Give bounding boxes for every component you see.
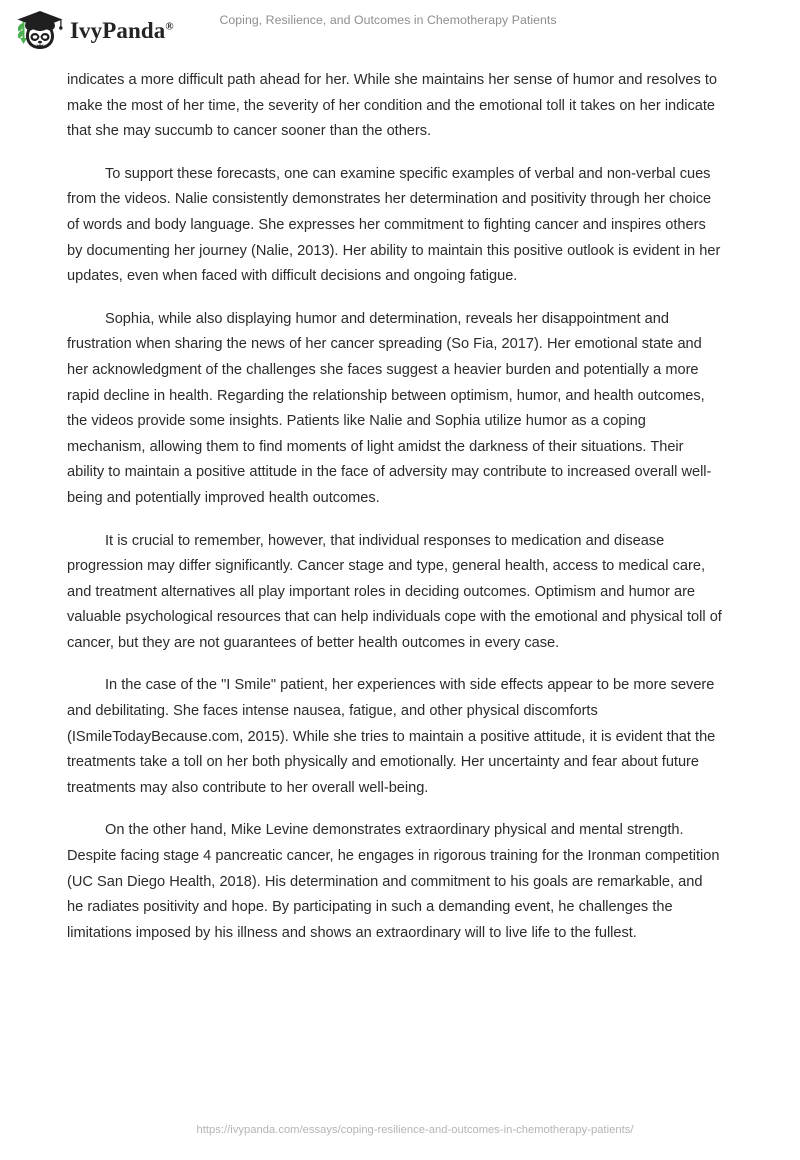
- paragraph: On the other hand, Mike Levine demonstrates extraordinary physical and mental strength. Despite facing stage 4 pancreatic cancer, he engages in rigorous training for the Ironman competition (UC San Diego Health, 2018). His determination and commitment to his goals are remarkable, and he radiates positivity and hope. By participating in such a demanding event, he challenges the limitations imposed by his illness and shows an extraordinary will to live life to the fullest.: [67, 822, 720, 941]
- page-header: [0, 0, 800, 58]
- document-title: Coping, Resilience, and Outcomes in Chemotherapy Patients: [219, 13, 557, 27]
- brand-name-text: IvyPanda: [70, 17, 166, 43]
- source-url-link[interactable]: https://ivypanda.com/essays/coping-resilience-and-outcomes-in-chemotherapy-patients/: [196, 1124, 634, 1136]
- paragraph: indicates a more difficult path ahead for her. While she maintains her sense of humor and resolves to make the most of her time, the severity of her condition and the emotional toll it takes on her indicate that she may succumb to cancer sooner than the others.: [67, 72, 718, 140]
- paragraph: It is crucial to remember, however, that individual responses to medication and disease progression may differ significantly. Cancer stage and type, general health, access to medical care, and treatment alternatives all play important roles in deciding outcomes. Optimism and humor are valuable psychological resources that can help individuals cope with the emotional and physical toll of cancer, but they are not guarantees of better health outcomes in every case.: [67, 532, 722, 651]
- registered-trademark-symbol: ®: [165, 19, 174, 32]
- paragraph: In the case of the "I Smile" patient, her experiences with side effects appear to be more severe and debilitating. She faces intense nausea, fatigue, and other physical discomforts (ISmileTodayBecause.com, 2015). While she tries to maintain a positive attitude, it is evident that the treatments take a toll on her both physically and emotionally. Her uncertainty and fear about future treatments may also contribute to her overall well-being.: [67, 677, 716, 796]
- paragraph: Sophia, while also displaying humor and determination, reveals her disappointment and frustration when sharing the news of her cancer spreading (So Fia, 2017). Her emotional state and her acknowledgment of the challenges she faces suggest a heavier burden and potentially a more rapid decline in health. Regarding the relationship between optimism, humor, and health outcomes, the videos provide some insights. Patients like Nalie and Sophia utilize humor as a coping mechanism, allowing them to find moments of light amidst the darkness of their situations. Their ability to maintain a positive attitude in the face of adversity may contribute to increased overall well-being and potentially improved health outcomes.: [67, 310, 712, 506]
- page-footer: [0, 1120, 800, 1138]
- document-body: [67, 68, 722, 946]
- paragraph: To support these forecasts, one can examine specific examples of verbal and non-verbal cues from the videos. Nalie consistently demonstrates her determination and positivity through her choice of words and body language. She expresses her commitment to fighting cancer and inspires others by documenting her journey (Nalie, 2013). Her ability to maintain this positive outlook is evident in her updates, even when faced with difficult decisions and ongoing fatigue.: [67, 165, 721, 285]
